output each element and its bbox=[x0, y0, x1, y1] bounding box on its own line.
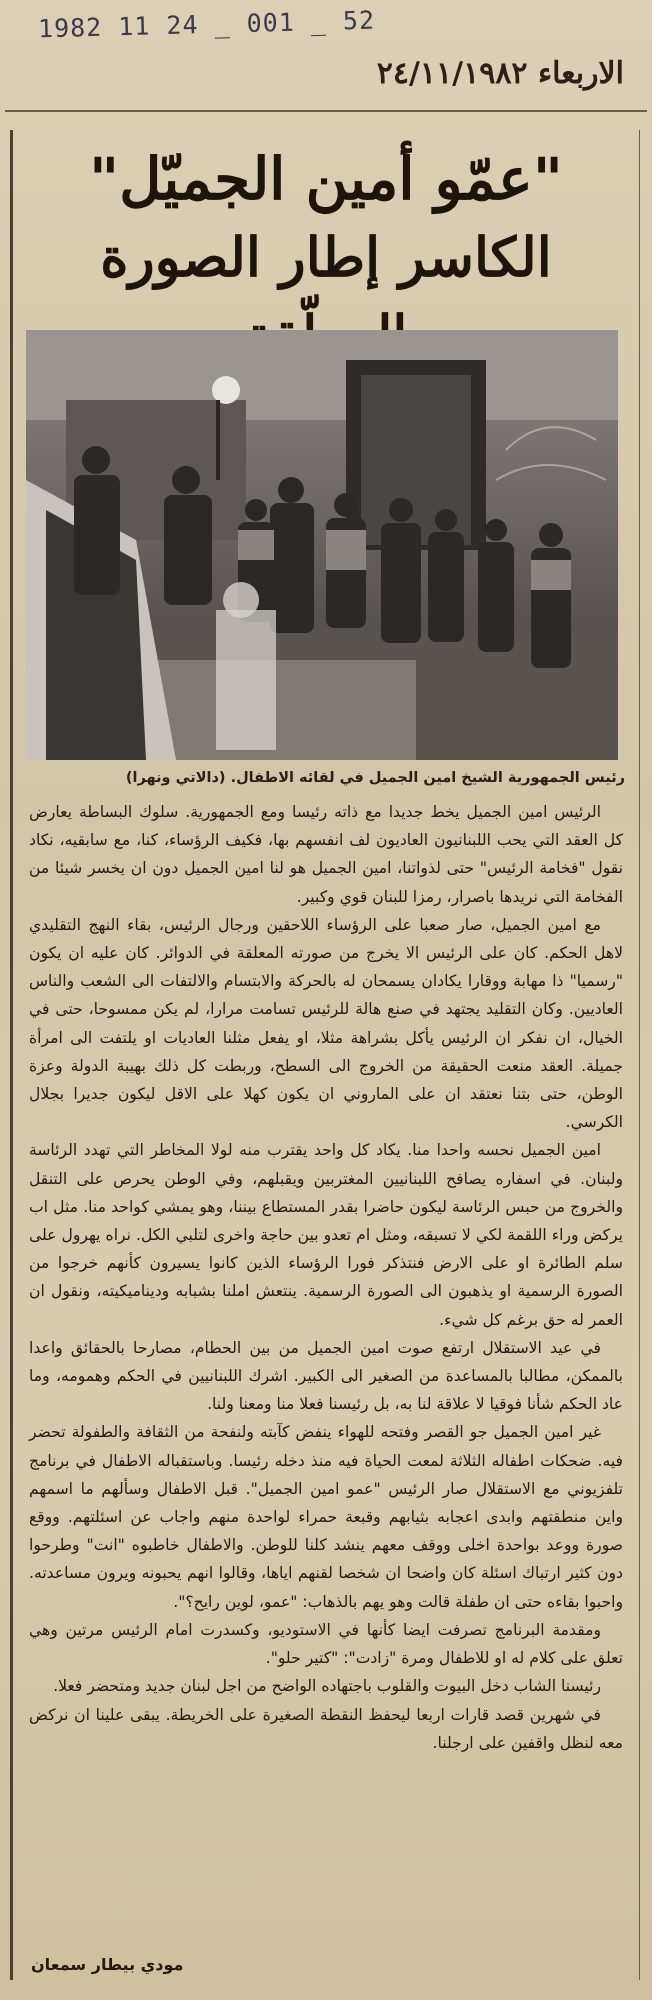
paragraph: مع امين الجميل، صار صعبا على الرؤساء اللاحقين ورجال الرئيس، بقاء النهج التقليدي لاهل الحكم. كان على الرئيس الا يخرج من صورته المعلقة في الدوائر. كان عليه ان يكون "رسميا" ذا مهابة ووقارا يكادان يسمحان له بالحركة والابتسام والالتفات الى الشعب والناس العاديين. وكان التقليد يجتهد في صنع هالة للرئيس تسامت مرارا، لم يكن ممسوحا، حتى في الخيال، ان نفكر ان الرئيس يأكل بشراهة مثلا، او يفعل مثلنا العاديات او يلتفت الى امرأة جميلة. العقد منعت الحقيقة من الخروج الى السطح، وربطت كل ذلك بهيبة الدولة وعزة الوطن، حتى بتنا نعتقد ان على الماروني ان يكون كهلا على الاقل ليكون جديرا بجلال الكرسي. bbox=[29, 915, 623, 1132]
paragraph: في شهرين قصد قارات اربعا ليحفظ النقطة الصغيرة على الخريطة. يبقى علينا ان نركض معه لنظل واقفين على ارجلنا. bbox=[29, 1705, 623, 1752]
publication-date: الاربعاء ٢٤/١١/١٩٨٢ bbox=[376, 56, 624, 91]
paragraph: ومقدمة البرنامج تصرفت ايضا كأنها في الاستوديو، وكسدرت امام الرئيس مرتين وهي تعلق على كلام له او للاطفال ومرة "زادت": "كتير حلو". bbox=[29, 1620, 623, 1668]
article-body bbox=[29, 798, 623, 1757]
photo-icon bbox=[26, 330, 618, 760]
paragraph: غير امين الجميل جو القصر وفتحه للهواء ينفض كآبته ولنفحة من الثقافة والطفولة تحضر فيه. ضحكات اطفاله الثلاثة لمعت الحياة فيه منذ دخله رئيسا. وباستقباله الاطفال في برنامج تلفزيوني مع الاستقلال صار الرئيس "عمو امين الجميل". قبل الاطفال وسألهم ما اسمهم واين منطقتهم وابدى اعجابه بثيابهم وقبعة حمراء لواحدة منهم واجاب عن اسئلتهم. ووقع صورة ووعد بواحدة اخلى ووقف معهم ينشد كلنا للوطن. والاطفال خاطبوه "انت" وطرحوا دون كثير ارتباك اسئلة كان واضحا ان شخصا لقنهم اياها، وقالوا انهم يحبونه ويرون مساعدته. واحبوا بقاءه حتى ان طفلة قالت وهو يهم بالذهاب: "عمو، لوين رايح؟". bbox=[29, 1423, 623, 1611]
paragraph: في عيد الاستقلال ارتفع صوت امين الجميل من بين الحطام، مصارحا بالحقائق واعدا بالممكن، مطالبا بالمساعدة من الصغير الى الكبير. اشرك اللبنانيين في الحكم وهمومه، وما عاد الحكم شأنا فوقيا لا علاقة لنا به، بل رئيسنا فعلا منا ومعنا ولنا. bbox=[29, 1338, 623, 1414]
photo-caption: رئيس الجمهورية الشيخ امين الجميل في لقائه الاطفال. (دالاتي ونهرا) bbox=[125, 770, 625, 786]
article bbox=[10, 130, 640, 1980]
headline-line-1: "عمّو أمين الجميّل" bbox=[89, 145, 563, 213]
paragraph: رئيسنا الشاب دخل البيوت والقلوب باجتهاده الواضح من اجل لبنان جديد ومتحضر فعلا. bbox=[53, 1677, 601, 1696]
archive-code: 1982 11 24 _ 001 _ 52 bbox=[37, 5, 376, 44]
article-photo bbox=[26, 330, 618, 760]
top-divider bbox=[5, 110, 647, 112]
paragraph: الرئيس امين الجميل يخط جديدا مع ذاته رئيسا ومع الجمهورية. سلوك البساطة يعارض كل العقد التي يحب اللبنانيون العاديون لف انفسهم بها، فكيف الرؤساء، كنا، مع سابقيه، نكاد نقول "فخامة الرئيس" حتى لذواتنا، امين الجميل هو لنا امين الجميل دون ان يخسر شيئا من الفخامة التي نريدها باصرار، رمزا للبنان قوي وكبير. bbox=[29, 803, 623, 906]
author-signature: مودي بيطار سمعان bbox=[31, 1955, 184, 1974]
paragraph: امين الجميل نحسه واحدا منا. يكاد كل واحد يقترب منه لولا المخاطر التي تهدد الرئاسة ولبنان. في اسفاره يصافح اللبنانيين المغتربين ويقبلهم، وفي الوطن يحرص على التنقل والخروج من حبس الرئاسة ليكون حاضرا بقدر المستطاع بيننا، وهو يمشي كواحد منا. مثل اب يركض وراء اللقمة لكي لا تسبقه، ومثل ام تعدو بين حاجة واخرى لتلبي الكل. نراه يهرول على سلم الطائرة او على الارض فنتذكر فورا الرؤساء الذين كانوا يسيرون كأنهم خرجوا من الصورة الرسمية او يذهبون الى الصورة الرسمية. ينتعش املنا بشبابه وديناميكيته، ونقول ان العمر له حق برغم كل شيء. bbox=[29, 1141, 623, 1329]
headline-line-2: الكاسر إطار الصورة bbox=[100, 225, 552, 289]
